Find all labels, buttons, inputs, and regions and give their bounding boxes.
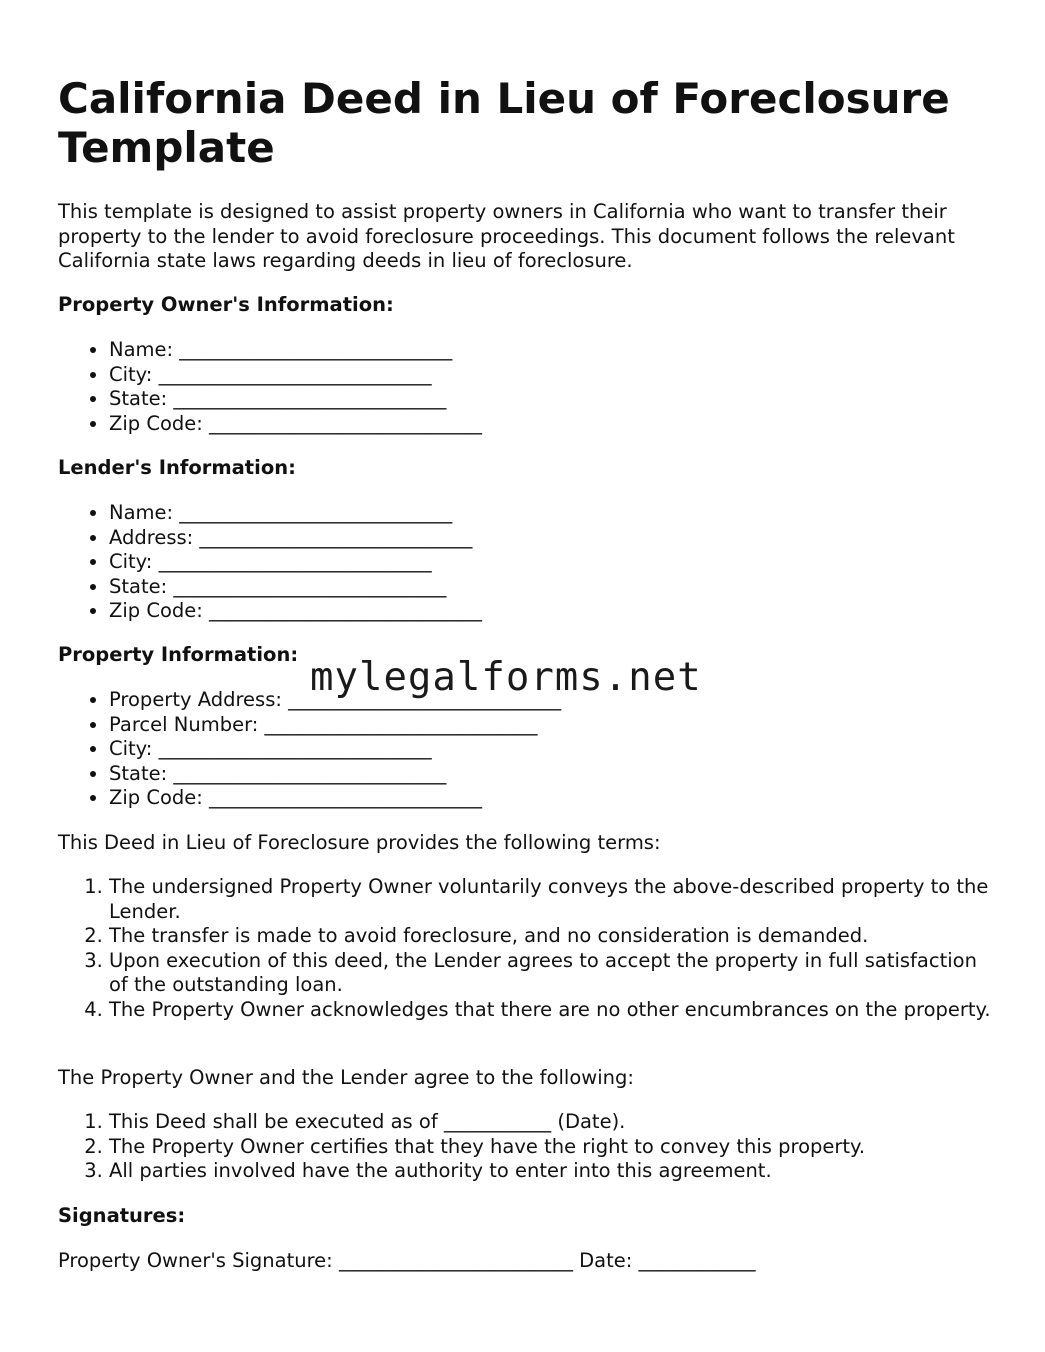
- term-item: 2. The transfer is made to avoid foreclosure, and no consideration is demanded.: [109, 924, 998, 949]
- owner-zip-field: • Zip Code: ____________________________: [109, 412, 998, 437]
- terms-list: [58, 875, 998, 1022]
- property-address-field: • Property Address: ____________________________: [109, 688, 998, 713]
- page-title: California Deed in Lieu of Foreclosure Template: [58, 74, 950, 172]
- lender-name-field: • Name: ____________________________: [109, 501, 998, 526]
- agreement-item: 1. This Deed shall be executed as of ___________ (Date).: [109, 1110, 998, 1135]
- agreement-list: [58, 1110, 998, 1184]
- owner-info-heading: Property Owner's Information:: [58, 293, 394, 316]
- lender-state-field: • State: ____________________________: [109, 575, 998, 600]
- property-info-list: [58, 688, 998, 811]
- lender-info-list: [58, 501, 998, 624]
- agreement-item: 2. The Property Owner certifies that they have the right to convey this property.: [109, 1135, 998, 1160]
- property-city-field: • City: ____________________________: [109, 737, 998, 762]
- agreement-intro: The Property Owner and the Lender agree to the following:: [58, 1066, 634, 1089]
- term-item: 1. The undersigned Property Owner voluntarily conveys the above-described property to the Lender.: [109, 875, 998, 924]
- lender-address-field: • Address: ____________________________: [109, 526, 998, 551]
- lender-zip-field: • Zip Code: ____________________________: [109, 599, 998, 624]
- owner-name-field: • Name: ____________________________: [109, 338, 998, 363]
- property-info-heading: Property Information:: [58, 643, 299, 666]
- owner-signature-line: Property Owner's Signature: ________________________ Date: ____________: [58, 1249, 756, 1272]
- property-state-field: • State: ____________________________: [109, 762, 998, 787]
- intro-paragraph: This template is designed to assist property owners in California who want to transfer their property to the lender to avoid foreclosure proceedings. This document follows the relevant California state laws regarding deeds in lieu of foreclosure.: [58, 200, 955, 272]
- owner-info-list: [58, 338, 998, 436]
- agreement-item: 3. All parties involved have the authority to enter into this agreement.: [109, 1159, 998, 1184]
- lender-info-heading: Lender's Information:: [58, 456, 296, 479]
- signatures-heading: Signatures:: [58, 1204, 186, 1227]
- term-item: 3. Upon execution of this deed, the Lender agrees to accept the property in full satisfaction of the outstanding loan.: [109, 949, 998, 998]
- property-zip-field: • Zip Code: ____________________________: [109, 786, 998, 811]
- terms-intro: This Deed in Lieu of Foreclosure provides the following terms:: [58, 831, 661, 854]
- parcel-number-field: • Parcel Number: ____________________________: [109, 713, 998, 738]
- owner-state-field: • State: ____________________________: [109, 387, 998, 412]
- term-item: 4. The Property Owner acknowledges that there are no other encumbrances on the property.: [109, 998, 998, 1023]
- lender-city-field: • City: ____________________________: [109, 550, 998, 575]
- watermark-text: mylegalforms.net: [310, 655, 702, 700]
- owner-city-field: • City: ____________________________: [109, 363, 998, 388]
